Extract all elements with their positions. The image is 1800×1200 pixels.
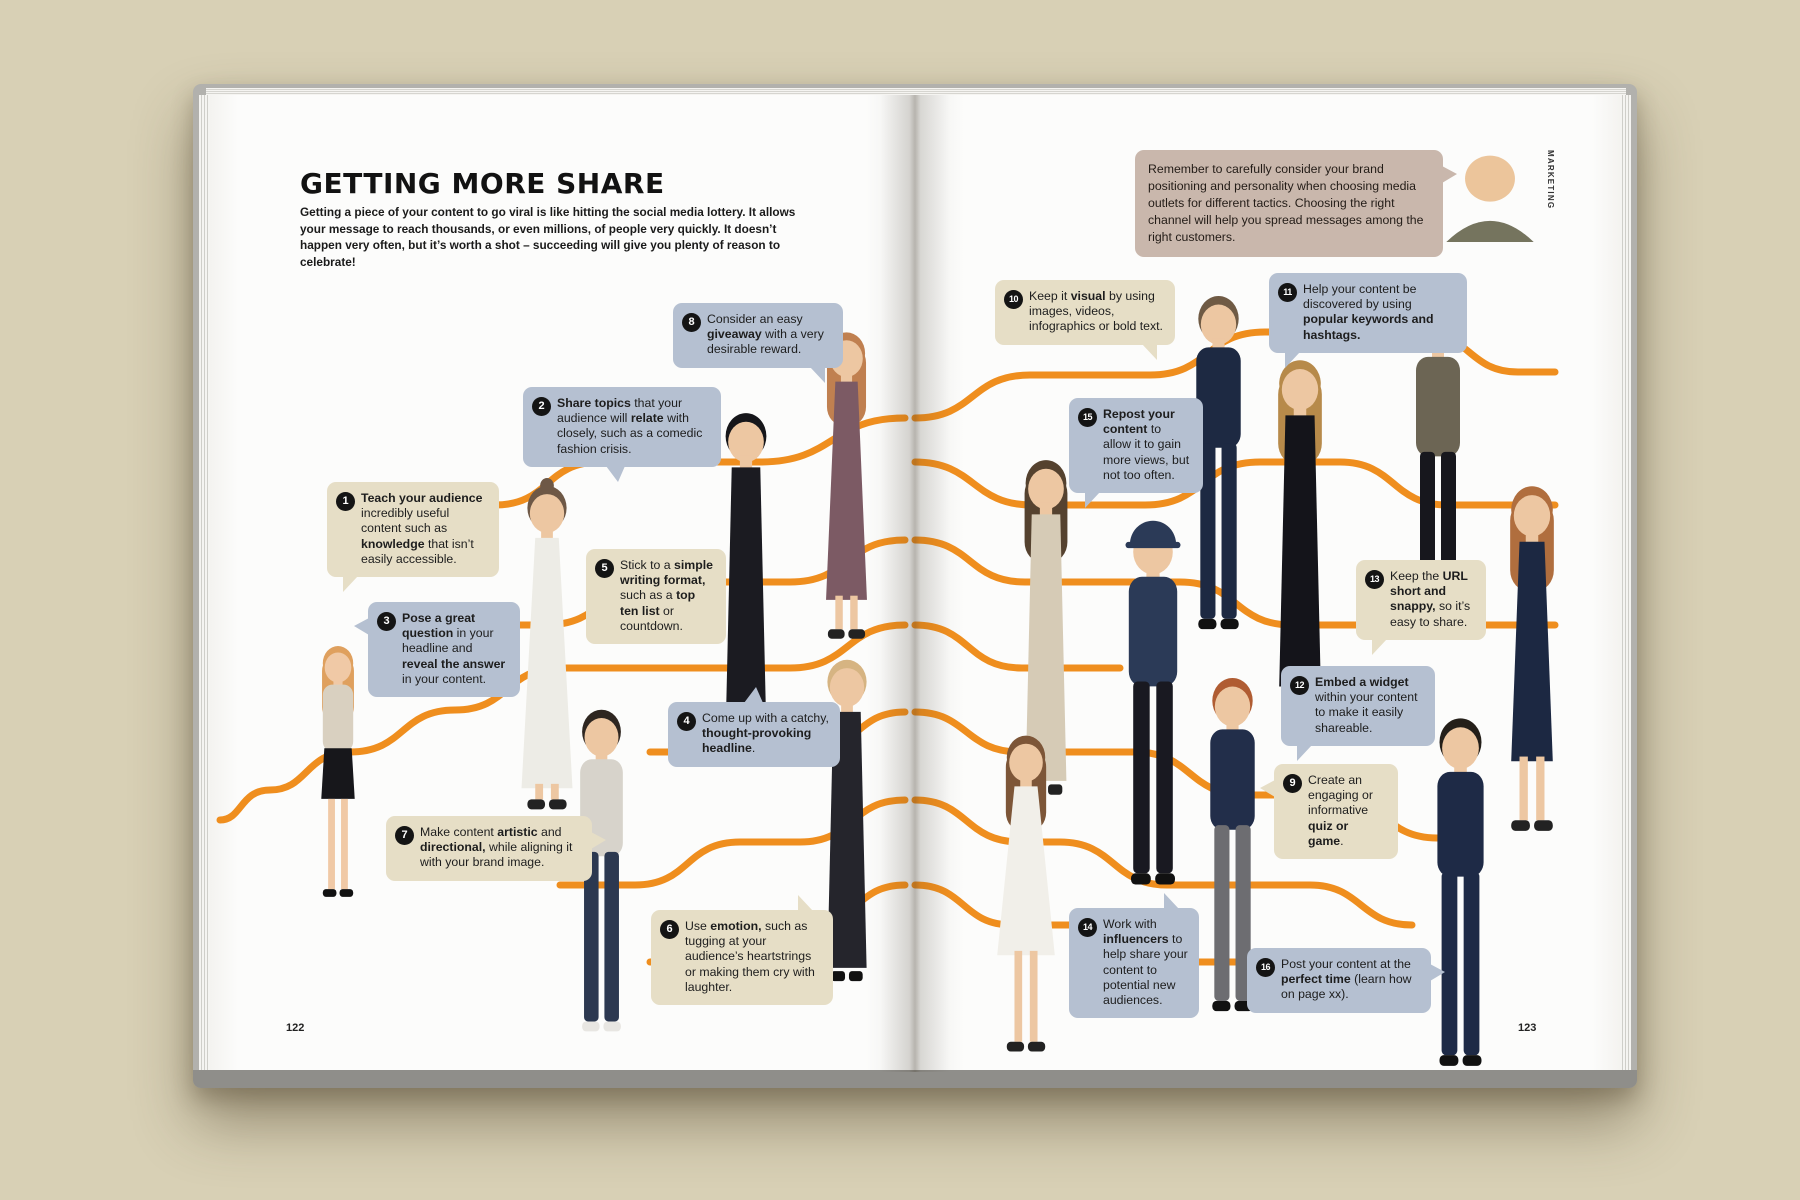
bubble-tail	[1285, 352, 1300, 368]
tip-bubble-11	[1269, 273, 1467, 353]
tip-number-badge: 4	[677, 712, 696, 731]
tip-text: Make content artistic and directional, while aligning it with your brand image.	[420, 825, 573, 870]
tip-text: Post your content at the perfect time (learn how on page xx).	[1281, 957, 1412, 1002]
tip-bubble-7	[386, 816, 592, 881]
tip-bubble-14	[1069, 908, 1199, 1018]
tip-number-badge: 5	[595, 559, 614, 578]
margin-note	[1135, 150, 1443, 257]
tip-text: Share topics that your audience will relate with closely, such as a comedic fashion crisis.	[557, 396, 703, 456]
person-illustration-walking-woman-beige-top	[300, 640, 376, 907]
bubble-tail	[1297, 745, 1312, 761]
bubble-tail	[354, 618, 369, 635]
tip-number-badge: 3	[377, 612, 396, 631]
tip-number-badge: 14	[1078, 918, 1097, 937]
bubble-tail	[1442, 166, 1457, 183]
bubble-tail	[606, 466, 625, 482]
tip-text: Pose a great question in your headline and reveal the answer in your content.	[402, 611, 506, 686]
tip-bubble-16	[1247, 948, 1431, 1013]
tip-text: Come up with a catchy, thought-provoking headline.	[702, 711, 829, 756]
tip-bubble-10	[995, 280, 1175, 345]
page-title: GETTING MORE SHARE	[300, 166, 665, 200]
tip-text: Keep the URL short and snappy, so it’s easy to share.	[1390, 569, 1471, 629]
bubble-tail	[810, 367, 825, 383]
tip-bubble-8	[673, 303, 843, 368]
tip-text: Repost your content to allow it to gain more views, but not too often.	[1103, 407, 1190, 482]
tip-number-badge: 9	[1283, 774, 1302, 793]
section-label: MARKETING	[1546, 150, 1555, 210]
bubble-tail	[1372, 639, 1387, 655]
bubble-tail	[343, 576, 358, 592]
tip-text: Embed a widget within your content to make it easily shareable.	[1315, 675, 1418, 735]
tip-text: Stick to a simple writing format, such as a top ten list or countdown.	[620, 558, 713, 633]
tip-number-badge: 15	[1078, 408, 1097, 427]
bubble-tail	[1260, 780, 1275, 797]
tip-text: Help your content be discovered by using popular keywords and hashtags.	[1303, 282, 1434, 342]
tip-bubble-1	[327, 482, 499, 577]
tip-bubble-13	[1356, 560, 1486, 640]
bubble-tail	[1164, 893, 1179, 909]
tip-number-badge: 10	[1004, 290, 1023, 309]
tip-number-badge: 11	[1278, 283, 1297, 302]
tip-bubble-15	[1069, 398, 1203, 493]
bubble-tail	[1085, 492, 1100, 508]
tip-number-badge: 7	[395, 826, 414, 845]
page-number-right: 123	[1518, 1022, 1537, 1034]
tip-number-badge: 12	[1290, 676, 1309, 695]
tip-text: Create an engaging or informative quiz or game.	[1308, 773, 1373, 848]
tip-number-badge: 13	[1365, 570, 1384, 589]
tip-number-badge: 8	[682, 313, 701, 332]
tip-number-badge: 6	[660, 920, 679, 939]
tip-number-badge: 2	[532, 397, 551, 416]
intro-paragraph: Getting a piece of your content to go viral is like hitting the social media lottery. It allows your message to reach thousands, or even millions, of people very quickly. It doesn’t happen very often, but it’s worth a shot – succeeding will give you plenty of reason to celebrate!	[300, 204, 796, 270]
person-illustration-bald-man-portrait	[1438, 146, 1542, 247]
tip-number-badge: 1	[336, 492, 355, 511]
tip-bubble-5	[586, 549, 726, 644]
bubble-tail	[1142, 344, 1157, 360]
bubble-tail	[1430, 964, 1445, 981]
tip-text: Use emotion, such as tugging at your audience’s heartstrings or making them cry with laughter.	[685, 919, 815, 994]
tip-bubble-9	[1274, 764, 1398, 859]
margin-note-text: Remember to carefully consider your brand positioning and personality when choosing media outlets for different tactics. Choosing the right channel will help you spread messages among the right customers.	[1148, 162, 1424, 244]
tip-bubble-4	[668, 702, 840, 767]
tip-text: Work with influencers to help share your content to potential new audiences.	[1103, 917, 1188, 1008]
person-illustration-woman-white-knee-dress	[978, 728, 1074, 1063]
tip-bubble-3	[368, 602, 520, 697]
tip-text: Keep it visual by using images, videos, infographics or bold text.	[1029, 289, 1163, 334]
page-number-left: 122	[286, 1022, 305, 1034]
bubble-tail	[744, 687, 763, 703]
bubble-tail	[591, 832, 606, 849]
tip-bubble-6	[651, 910, 833, 1005]
person-illustration-man-navy-suit	[1408, 710, 1513, 1078]
tip-bubble-2	[523, 387, 721, 467]
tip-text: Teach your audience incredibly useful content such as knowledge that isn’t easily accessible.	[361, 491, 483, 566]
tip-bubble-12	[1281, 666, 1435, 746]
tip-text: Consider an easy giveaway with a very desirable reward.	[707, 312, 824, 357]
bubble-tail	[798, 895, 813, 911]
person-illustration-man-long-hair-black-robe	[1248, 352, 1352, 715]
tip-number-badge: 16	[1256, 958, 1275, 977]
